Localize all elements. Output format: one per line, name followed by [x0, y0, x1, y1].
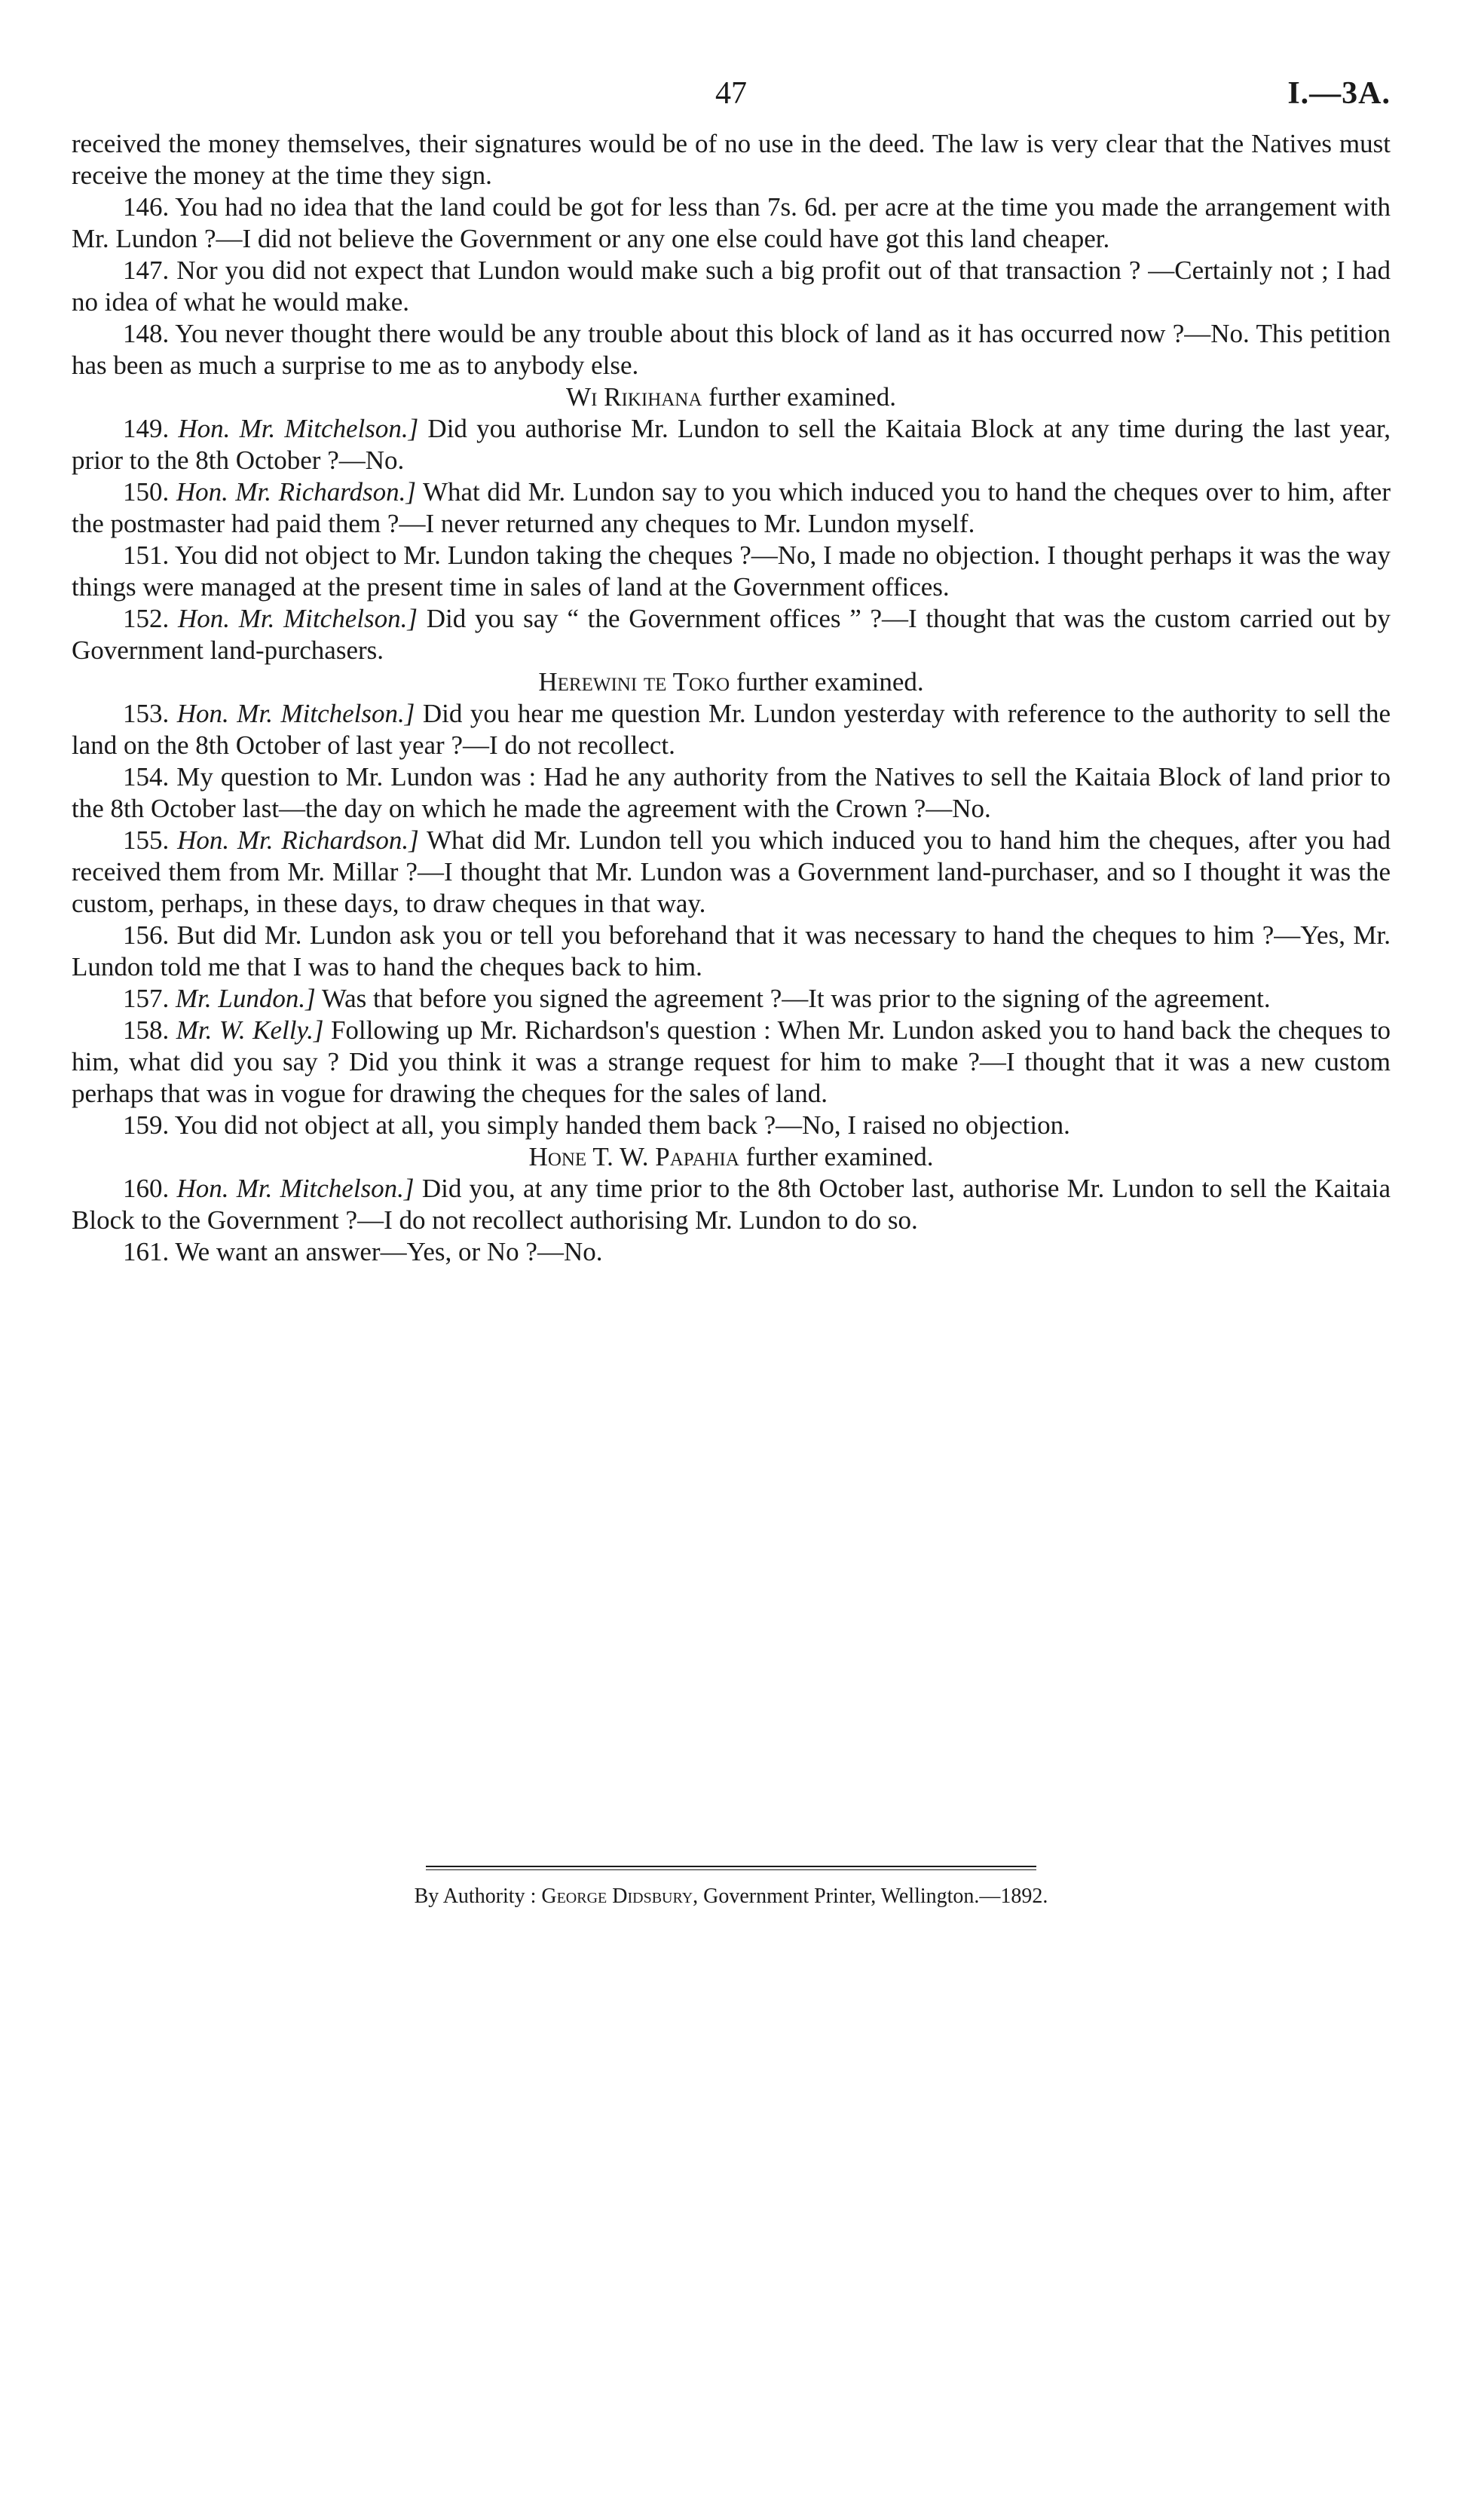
question-text: What did Mr. Lundon tell you which induced you to hand him the cheques, after you had received them from Mr. Millar ?—I thought that Mr. Lundon was a Government land-purchaser, and so I thought it was the custom, perhaps, in these days, to draw cheques in that way. [72, 825, 1391, 918]
witness-name: Wi Rikihana [566, 382, 702, 412]
question-160 [72, 1173, 1391, 1236]
question-number: 158. [123, 1015, 170, 1045]
question-text: Did you say “ the Government offices ” ?—I thought that was the custom carried out by Government land-purchasers. [72, 604, 1391, 665]
printer-name: George Didsbury, [541, 1885, 699, 1908]
speaker: Hon. Mr. Mitchelson.] [176, 1174, 415, 1203]
question-number: 160. [123, 1174, 170, 1203]
imprint-suffix: Government Printer, Wellington.—1892. [703, 1885, 1048, 1908]
heading-suffix: further examined. [708, 382, 896, 412]
witness-name: Herewini te Toko [538, 667, 730, 697]
question-147: 147. Nor you did not expect that Lundon would make such a big profit out of that transaction ? —Certainly not ; I had no idea of what he would make. [72, 256, 1391, 317]
printer-imprint [72, 1884, 1391, 1909]
question-149 [72, 413, 1391, 476]
page-header [72, 75, 1391, 128]
question-157 [72, 983, 1391, 1015]
question-146: 146. You had no idea that the land could be got for less than 7s. 6d. per acre at the time you made the arrangement with Mr. Lundon ?—I did not believe the Government or any one else could have got this land cheaper. [72, 192, 1391, 253]
printer-footer [72, 1866, 1391, 1909]
question-number: 150. [123, 477, 170, 507]
question-159: 159. You did not object at all, you simply handed them back ?—No, I raised no objection. [123, 1110, 1070, 1140]
question-number: 149. [123, 414, 170, 443]
speaker: Hon. Mr. Mitchelson.] [177, 604, 418, 633]
section-heading-wi-rikihana [72, 381, 1391, 413]
question-153 [72, 698, 1391, 761]
question-number: 152. [123, 604, 170, 633]
question-154: 154. My question to Mr. Lundon was : Had he any authority from the Natives to sell the Kaitaia Block of land prior to the 8th October last—the day on which he made the agreement with the Crown ?—No. [72, 762, 1391, 823]
imprint-prefix: By Authority : [414, 1885, 537, 1908]
document-body [72, 128, 1391, 1268]
question-number: 157. [123, 984, 170, 1013]
question-number: 153. [123, 699, 170, 728]
question-150 [72, 476, 1391, 540]
section-heading-hone-papahia [72, 1141, 1391, 1173]
question-text: Did you authorise Mr. Lundon to sell the Kaitaia Block at any time during the last year, prior to the 8th October ?—No. [72, 414, 1391, 475]
question-151: 151. You did not object to Mr. Lundon taking the cheques ?—No, I made no objection. I thought perhaps it was the way things were managed at the present time in sales of land at the Government offices. [72, 540, 1391, 602]
question-text: Did you, at any time prior to the 8th October last, authorise Mr. Lundon to sell the Kaitaia Block to the Government ?—I do not recollect authorising Mr. Lundon to do so. [72, 1174, 1391, 1235]
question-156: 156. But did Mr. Lundon ask you or tell you beforehand that it was necessary to hand the cheques to him ?—Yes, Mr. Lundon told me that I was to hand the cheques back to him. [72, 920, 1391, 981]
question-148: 148. You never thought there would be any trouble about this block of land as it has occurred now ?—No. This petition has been as much a surprise to me as to anybody else. [72, 319, 1391, 380]
speaker: Hon. Mr. Mitchelson.] [178, 414, 419, 443]
speaker: Hon. Mr. Richardson.] [177, 825, 419, 855]
section-heading-herewini-te-toko [72, 666, 1391, 698]
document-page [72, 75, 1391, 1908]
question-text: Did you hear me question Mr. Lundon yesterday with reference to the authority to sell the land on the 8th October of last year ?—I do not recollect. [72, 699, 1391, 760]
speaker: Hon. Mr. Mitchelson.] [176, 699, 415, 728]
question-161: 161. We want an answer—Yes, or No ?—No. [123, 1237, 603, 1266]
question-text: Following up Mr. Richardson's question : When Mr. Lundon asked you to hand back the cheques to him, what did you say ? Did you think it was a strange request for him to make ?—I thought that it was a new custom perhaps that was in vogue for drawing the cheques for the sales of land. [72, 1015, 1391, 1108]
heading-suffix: further examined. [736, 667, 924, 697]
question-text: What did Mr. Lundon say to you which induced you to hand the cheques over to him, after the postmaster had paid them ?—I never returned any cheques to Mr. Lundon myself. [72, 477, 1391, 538]
footer-divider [426, 1866, 1036, 1870]
question-text: Was that before you signed the agreement ?—It was prior to the signing of the agreement. [321, 984, 1271, 1013]
speaker: Mr. W. Kelly.] [176, 1015, 324, 1045]
witness-name: Hone T. W. Papahia [528, 1142, 739, 1171]
question-152 [72, 603, 1391, 666]
question-158 [72, 1015, 1391, 1110]
paragraph-continued: received the money themselves, their signatures would be of no use in the deed. The law is very clear that the Natives must receive the money at the time they sign. [72, 129, 1391, 190]
question-number: 155. [123, 825, 170, 855]
page-number: 47 [715, 76, 747, 111]
heading-suffix: further examined. [745, 1142, 934, 1171]
speaker: Hon. Mr. Richardson.] [176, 477, 417, 507]
question-155 [72, 825, 1391, 920]
speaker: Mr. Lundon.] [176, 984, 316, 1013]
document-code: I.—3A. [1287, 76, 1391, 111]
